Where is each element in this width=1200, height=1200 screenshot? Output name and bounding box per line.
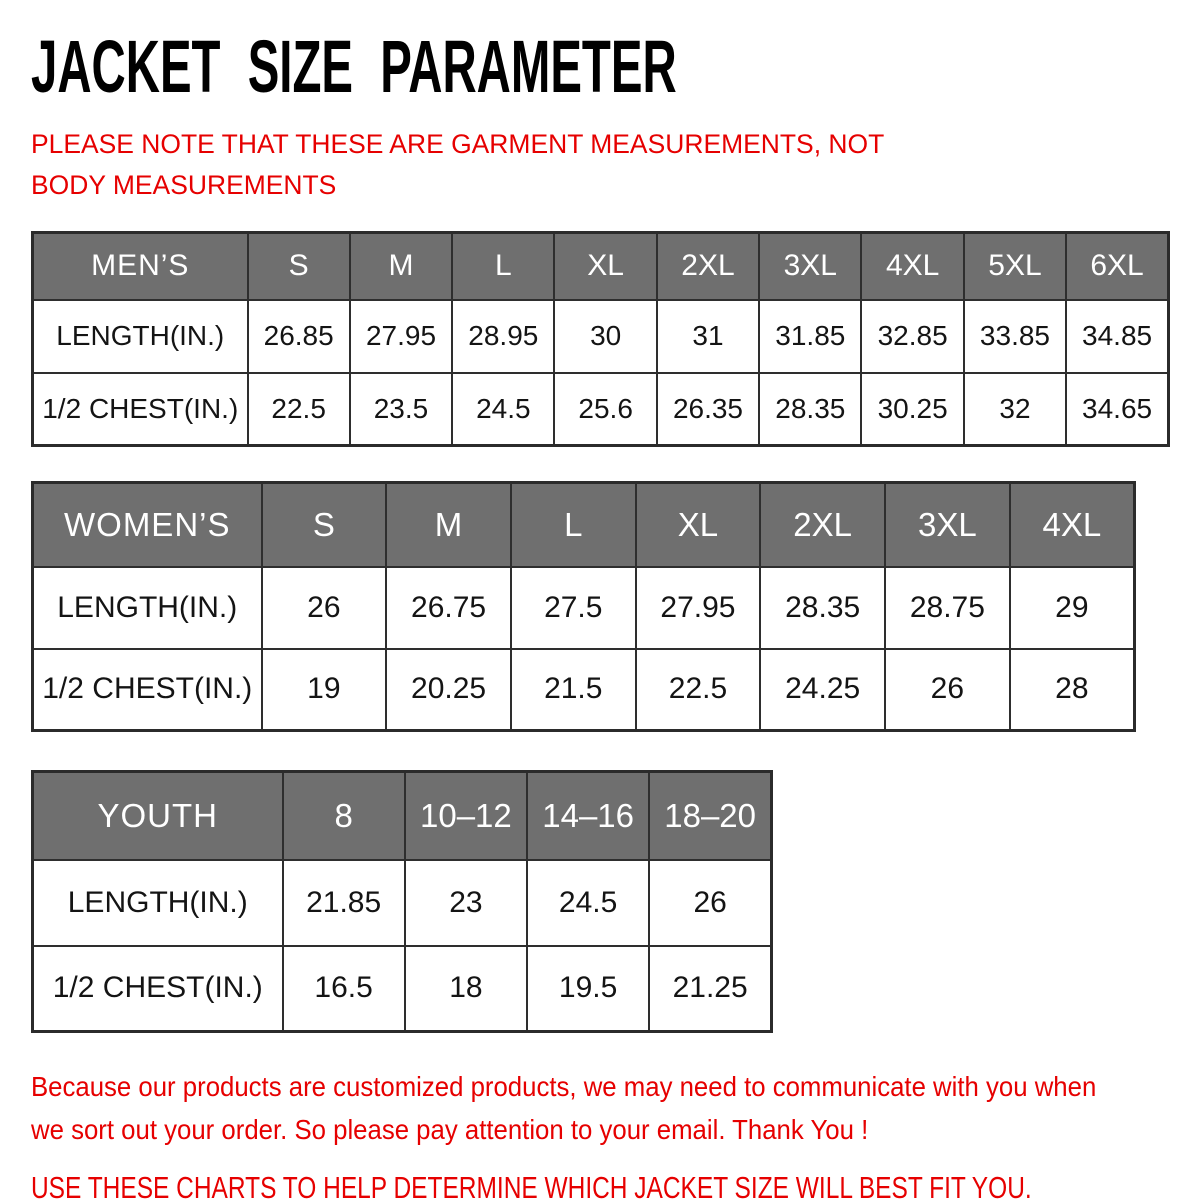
mens-size-header-cell: 5XL (964, 233, 1066, 300)
value-cell: 34.85 (1066, 300, 1168, 373)
mens-header-row (33, 233, 1169, 300)
mens-size-header-cell: S (248, 233, 350, 300)
mens-size-header-cell: 6XL (1066, 233, 1168, 300)
row-label-cell: LENGTH(IN.) (33, 567, 262, 649)
value-cell: 27.5 (511, 567, 636, 649)
value-cell: 31.85 (759, 300, 861, 373)
womens-size-table (31, 481, 1136, 732)
value-cell: 19 (262, 649, 387, 731)
mens-size-header-cell: XL (554, 233, 656, 300)
value-cell: 32 (964, 373, 1066, 446)
value-cell: 28.35 (760, 567, 885, 649)
table-row (33, 300, 1169, 373)
value-cell: 26 (885, 649, 1010, 731)
value-cell: 18 (405, 946, 527, 1032)
womens-size-header-cell: S (262, 483, 387, 567)
table-row (33, 860, 772, 946)
womens-size-header-cell: L (511, 483, 636, 567)
youth-size-header-cell: 18–20 (649, 772, 771, 860)
page-title: JACKET SIZE PARAMETER (31, 25, 677, 108)
value-cell: 23.5 (350, 373, 452, 446)
youth-size-header-cell: 14–16 (527, 772, 649, 860)
value-cell: 22.5 (636, 649, 761, 731)
value-cell: 20.25 (386, 649, 511, 731)
value-cell: 19.5 (527, 946, 649, 1032)
value-cell: 31 (657, 300, 759, 373)
womens-table-title-cell: WOMEN’S (33, 483, 262, 567)
value-cell: 28 (1010, 649, 1135, 731)
value-cell: 26.85 (248, 300, 350, 373)
garment-measurement-note: PLEASE NOTE THAT THESE ARE GARMENT MEASUREMENTS, NOT BODY MEASUREMENTS (31, 129, 884, 200)
value-cell: 26.35 (657, 373, 759, 446)
womens-size-header-cell: 4XL (1010, 483, 1135, 567)
mens-size-header-cell: M (350, 233, 452, 300)
mens-size-table (31, 231, 1170, 447)
womens-size-header-cell: 3XL (885, 483, 1010, 567)
youth-size-table (31, 770, 773, 1033)
mens-table-title-cell: MEN’S (33, 233, 248, 300)
mens-size-header-cell: 3XL (759, 233, 861, 300)
row-label-cell: LENGTH(IN.) (33, 300, 248, 373)
value-cell: 26 (649, 860, 771, 946)
mens-size-header-cell: 4XL (861, 233, 963, 300)
value-cell: 27.95 (350, 300, 452, 373)
value-cell: 27.95 (636, 567, 761, 649)
womens-size-header-cell: 2XL (760, 483, 885, 567)
youth-header-row (33, 772, 772, 860)
value-cell: 24.5 (527, 860, 649, 946)
table-row (33, 567, 1135, 649)
value-cell: 24.25 (760, 649, 885, 731)
youth-size-header-cell: 10–12 (405, 772, 527, 860)
value-cell: 23 (405, 860, 527, 946)
value-cell: 25.6 (554, 373, 656, 446)
value-cell: 34.65 (1066, 373, 1168, 446)
value-cell: 21.25 (649, 946, 771, 1032)
row-label-cell: 1/2 CHEST(IN.) (33, 373, 248, 446)
table-row (33, 946, 772, 1032)
customization-notice: Because our products are customized products, we may need to communicate with you when we sort out your order. So please pay attention to your email. Thank You ! (31, 1071, 1097, 1146)
value-cell: 32.85 (861, 300, 963, 373)
value-cell: 26.75 (386, 567, 511, 649)
youth-size-header-cell: 8 (283, 772, 405, 860)
youth-table-title-cell: YOUTH (33, 772, 283, 860)
womens-header-row (33, 483, 1135, 567)
mens-size-header-cell: L (452, 233, 554, 300)
fit-advice: USE THESE CHARTS TO HELP DETERMINE WHICH JACKET SIZE WILL BEST FIT YOU. (31, 1169, 1032, 1200)
value-cell: 22.5 (248, 373, 350, 446)
table-row (33, 373, 1169, 446)
value-cell: 28.75 (885, 567, 1010, 649)
value-cell: 26 (262, 567, 387, 649)
table-row (33, 649, 1135, 731)
womens-size-header-cell: XL (636, 483, 761, 567)
row-label-cell: 1/2 CHEST(IN.) (33, 649, 262, 731)
mens-size-header-cell: 2XL (657, 233, 759, 300)
value-cell: 29 (1010, 567, 1135, 649)
row-label-cell: LENGTH(IN.) (33, 860, 283, 946)
value-cell: 24.5 (452, 373, 554, 446)
value-cell: 16.5 (283, 946, 405, 1032)
value-cell: 28.35 (759, 373, 861, 446)
value-cell: 30.25 (861, 373, 963, 446)
value-cell: 21.85 (283, 860, 405, 946)
value-cell: 30 (554, 300, 656, 373)
value-cell: 33.85 (964, 300, 1066, 373)
value-cell: 21.5 (511, 649, 636, 731)
womens-size-header-cell: M (386, 483, 511, 567)
row-label-cell: 1/2 CHEST(IN.) (33, 946, 283, 1032)
value-cell: 28.95 (452, 300, 554, 373)
